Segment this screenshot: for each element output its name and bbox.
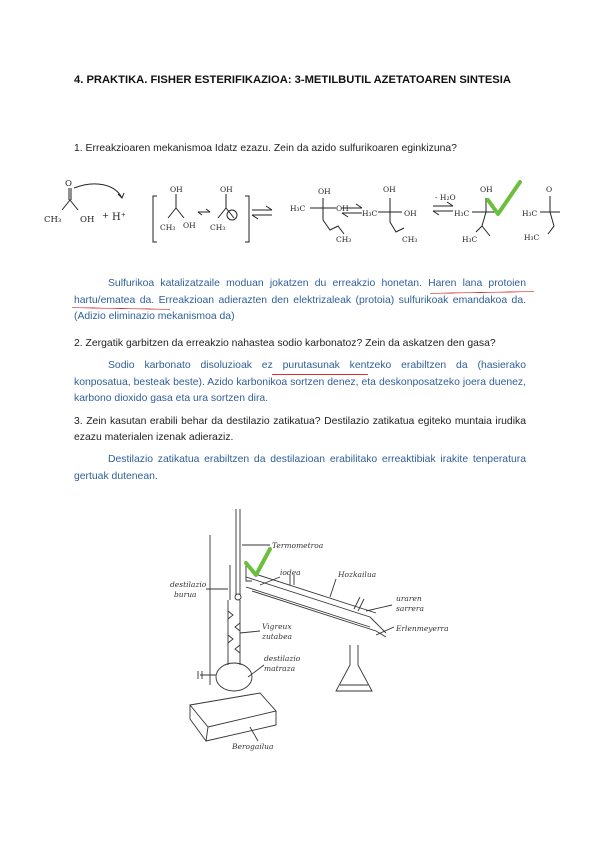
svg-text:CH₃: CH₃	[44, 215, 62, 225]
svg-text:sarrera: sarrera	[396, 604, 424, 613]
svg-text:- H₂O: - H₂O	[435, 193, 456, 202]
svg-text:OH: OH	[404, 209, 417, 218]
checkmark-icon	[246, 549, 270, 575]
svg-text:Hozkailua: Hozkailua	[338, 570, 377, 579]
svg-text:CH₃: CH₃	[336, 235, 352, 244]
svg-text:OH: OH	[480, 185, 493, 194]
question-1: 1. Erreakzioaren mekanismoa Idatz ezazu. Zein da azido sulfurikoaren eginkizuna?	[74, 143, 457, 154]
svg-text:O: O	[546, 185, 553, 194]
svg-text:destilazio: destilazio	[264, 654, 301, 663]
checkmark-icon	[488, 182, 520, 214]
distillation-apparatus-drawing	[140, 505, 460, 760]
svg-text:OH: OH	[183, 221, 196, 230]
page-title: 4. PRAKTIKA. FISHER ESTERIFIKAZIOA: 3-METILBUTIL AZETATOAREN SINTESIA	[74, 74, 511, 86]
svg-text:CH₃: CH₃	[160, 223, 176, 232]
svg-text:O: O	[65, 179, 72, 189]
svg-text:H₃C: H₃C	[462, 235, 478, 244]
svg-text:H₃C: H₃C	[524, 233, 540, 242]
answer-2: Sodio karbonato disoluzioak ez purutasunak kentzeko erabiltzen da (hasierako konposatua, besteak beste). Azido karbonikoa sortzen denez, eta deskonposatzeko joera duenez, karbono dioxido gasa eta ura sortzen dira.	[74, 360, 526, 404]
svg-text:OH: OH	[170, 185, 183, 194]
svg-text:matraza: matraza	[264, 664, 296, 673]
svg-text:uraren: uraren	[396, 594, 422, 603]
answer-3: Destilazio zatikatua erabiltzen da destilazioan erabilitako erreaktibiak irakite tenperatura gertuak dutenean.	[74, 454, 526, 482]
svg-text:+: +	[102, 211, 110, 221]
svg-text:zutabea: zutabea	[262, 632, 292, 641]
svg-text:burua: burua	[174, 590, 197, 599]
svg-text:Termometroa: Termometroa	[272, 541, 324, 550]
svg-text:H⁺: H⁺	[112, 212, 126, 223]
svg-text:CH₃: CH₃	[402, 235, 418, 244]
svg-text:OH: OH	[383, 185, 396, 194]
svg-text:iodea: iodea	[280, 568, 301, 577]
svg-text:H₃C: H₃C	[522, 209, 538, 218]
question-2: 2. Zergatik garbitzen da erreakzio nahastea sodio karbonatoz? Zein da askatzen den gasa?	[74, 338, 496, 349]
answer-1: Sulfurikoa katalizatzaile moduan jokatzen du erreakzio honetan. Haren lana protoien hartu/ematea da. Erreakzioan adierazten den elektrizaleak (protoia) sulfurikoak emandakoa da. (Adizio eliminazio mekanismoa da)	[74, 278, 526, 322]
svg-text:OH: OH	[318, 187, 331, 196]
svg-text:Berogailua: Berogailua	[232, 742, 274, 751]
svg-text:H₃C: H₃C	[290, 204, 306, 213]
reaction-mechanism-drawing	[40, 170, 580, 252]
svg-text:OH: OH	[220, 185, 233, 194]
svg-text:Erlenmeyerra: Erlenmeyerra	[396, 624, 449, 633]
question-3: 3. Zein kasutan erabili behar da destilazio zatikatua? Destilazio zatikatua egiteko muntaia irudika ezazu materialen izenak adieraziz.	[74, 416, 526, 443]
svg-text:H₃C: H₃C	[362, 209, 378, 218]
svg-text:OH: OH	[336, 204, 349, 213]
svg-text:H₃C: H₃C	[454, 209, 470, 218]
svg-text:Vigreux: Vigreux	[262, 622, 292, 631]
svg-text:OH: OH	[80, 215, 95, 225]
svg-text:CH₃: CH₃	[210, 223, 226, 232]
svg-text:destilazio: destilazio	[170, 580, 207, 589]
underline-mark	[272, 374, 368, 375]
